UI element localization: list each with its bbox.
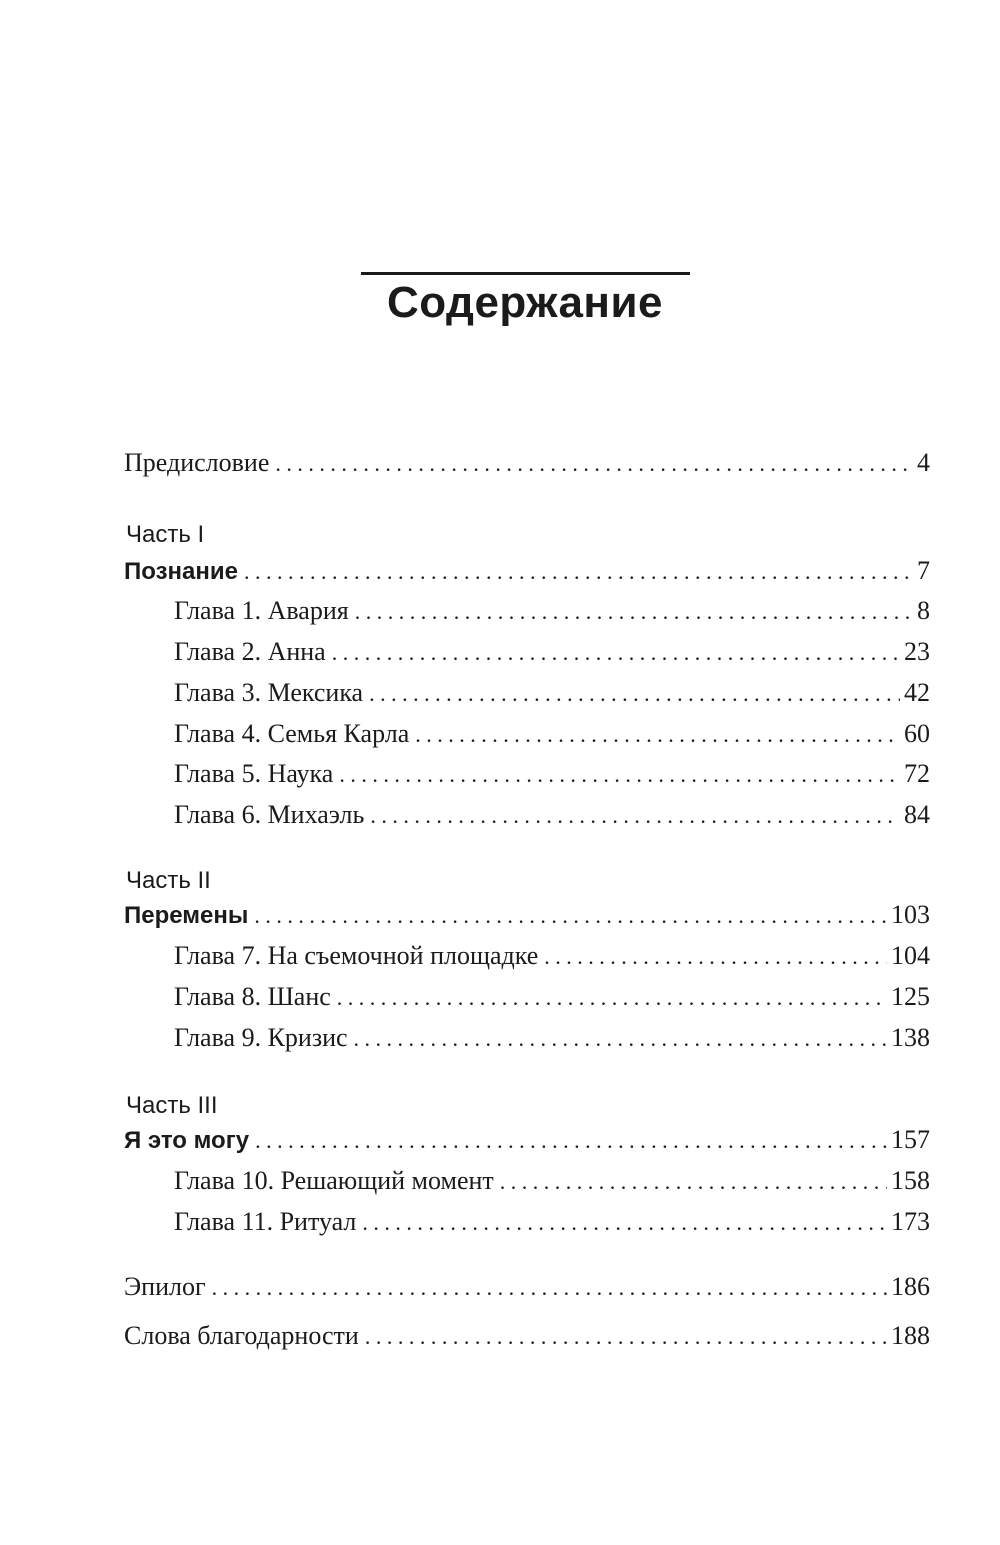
- toc-page-number: 157: [891, 1125, 930, 1154]
- toc-page-number: 186: [891, 1272, 930, 1301]
- toc-entry-label: Глава 3. Мексика: [174, 678, 364, 707]
- leader-dots: [332, 636, 900, 670]
- leader-dots: [415, 718, 900, 752]
- leader-dots: [355, 595, 913, 629]
- toc-page-number: 158: [891, 1166, 930, 1195]
- leader-dots: [339, 758, 900, 792]
- leader-dots: [500, 1165, 887, 1199]
- toc-entry-label: Глава 2. Анна: [174, 637, 326, 666]
- toc-entry-chapter[interactable]: [174, 594, 930, 628]
- toc-entry-label: Глава 11. Ритуал: [174, 1207, 357, 1236]
- toc-page-number: 23: [904, 637, 930, 666]
- toc-entry-label: Глава 7. На съемочной площадке: [174, 941, 539, 970]
- toc-page-number: 173: [891, 1207, 930, 1236]
- part-label: Часть I: [126, 521, 205, 548]
- toc-entry-label: Эпилог: [124, 1272, 206, 1301]
- toc-page-number: 8: [917, 596, 930, 625]
- toc-entry-part-title[interactable]: [124, 554, 930, 588]
- page-title: Содержание: [386, 278, 664, 327]
- toc-entry-label: Я это могу: [124, 1127, 250, 1154]
- leader-dots: [369, 677, 900, 711]
- leader-dots: [544, 940, 887, 974]
- leader-dots: [255, 1124, 887, 1158]
- toc-page-number: 125: [891, 982, 930, 1011]
- toc-entry-part-title[interactable]: [124, 1123, 930, 1157]
- toc-page-number: 138: [891, 1023, 930, 1052]
- toc-page-number: 42: [904, 678, 930, 707]
- toc-entry-label: Глава 9. Кризис: [174, 1023, 348, 1052]
- toc-entry-chapter[interactable]: [174, 1205, 930, 1239]
- toc-entry-label: Глава 4. Семья Карла: [174, 719, 410, 748]
- toc-page-number: 4: [917, 448, 930, 477]
- toc-entry-chapter[interactable]: [174, 717, 930, 751]
- toc-page-number: 84: [904, 800, 930, 829]
- leader-dots: [244, 555, 913, 589]
- toc-entry-part-title[interactable]: [124, 898, 930, 932]
- leader-dots: [212, 1271, 887, 1305]
- toc-entry-epilogue[interactable]: [124, 1270, 930, 1304]
- toc-entry-label: Предисловие: [124, 448, 270, 477]
- part-label: Часть II: [126, 867, 211, 894]
- leader-dots: [275, 447, 913, 481]
- toc-page-number: 104: [891, 941, 930, 970]
- toc-page-number: 188: [891, 1321, 930, 1350]
- toc-entry-label: Перемены: [124, 902, 249, 929]
- toc-entry-chapter[interactable]: [174, 676, 930, 710]
- toc-entry-label: Глава 5. Наука: [174, 759, 334, 788]
- leader-dots: [354, 1022, 887, 1056]
- toc-entry-chapter[interactable]: [174, 798, 930, 832]
- toc-entry-label: Глава 6. Михаэль: [174, 800, 365, 829]
- toc-entry-preface[interactable]: [124, 446, 930, 480]
- leader-dots: [370, 799, 900, 833]
- toc-entry-label: Познание: [124, 558, 238, 585]
- toc-entry-chapter[interactable]: [174, 635, 930, 669]
- toc-entry-acknowledgements[interactable]: [124, 1319, 930, 1353]
- leader-dots: [362, 1206, 887, 1240]
- toc-entry-label: Глава 10. Решающий момент: [174, 1166, 494, 1195]
- toc-entry-label: Слова благодарности: [124, 1321, 359, 1350]
- leader-dots: [254, 899, 887, 933]
- toc-entry-chapter[interactable]: [174, 757, 930, 791]
- toc-page-number: 72: [904, 759, 930, 788]
- toc-entry-chapter[interactable]: [174, 939, 930, 973]
- leader-dots: [337, 981, 887, 1015]
- toc-entry-chapter[interactable]: [174, 980, 930, 1014]
- toc-entry-label: Глава 8. Шанс: [174, 982, 331, 1011]
- leader-dots: [365, 1320, 887, 1354]
- toc-entry-chapter[interactable]: [174, 1164, 930, 1198]
- toc-entry-label: Глава 1. Авария: [174, 596, 349, 625]
- toc-page-number: 103: [891, 900, 930, 929]
- part-label: Часть III: [126, 1092, 218, 1119]
- toc-page-number: 7: [917, 556, 930, 585]
- toc-entry-chapter[interactable]: [174, 1021, 930, 1055]
- toc-page-number: 60: [904, 719, 930, 748]
- title-rule: [361, 272, 690, 275]
